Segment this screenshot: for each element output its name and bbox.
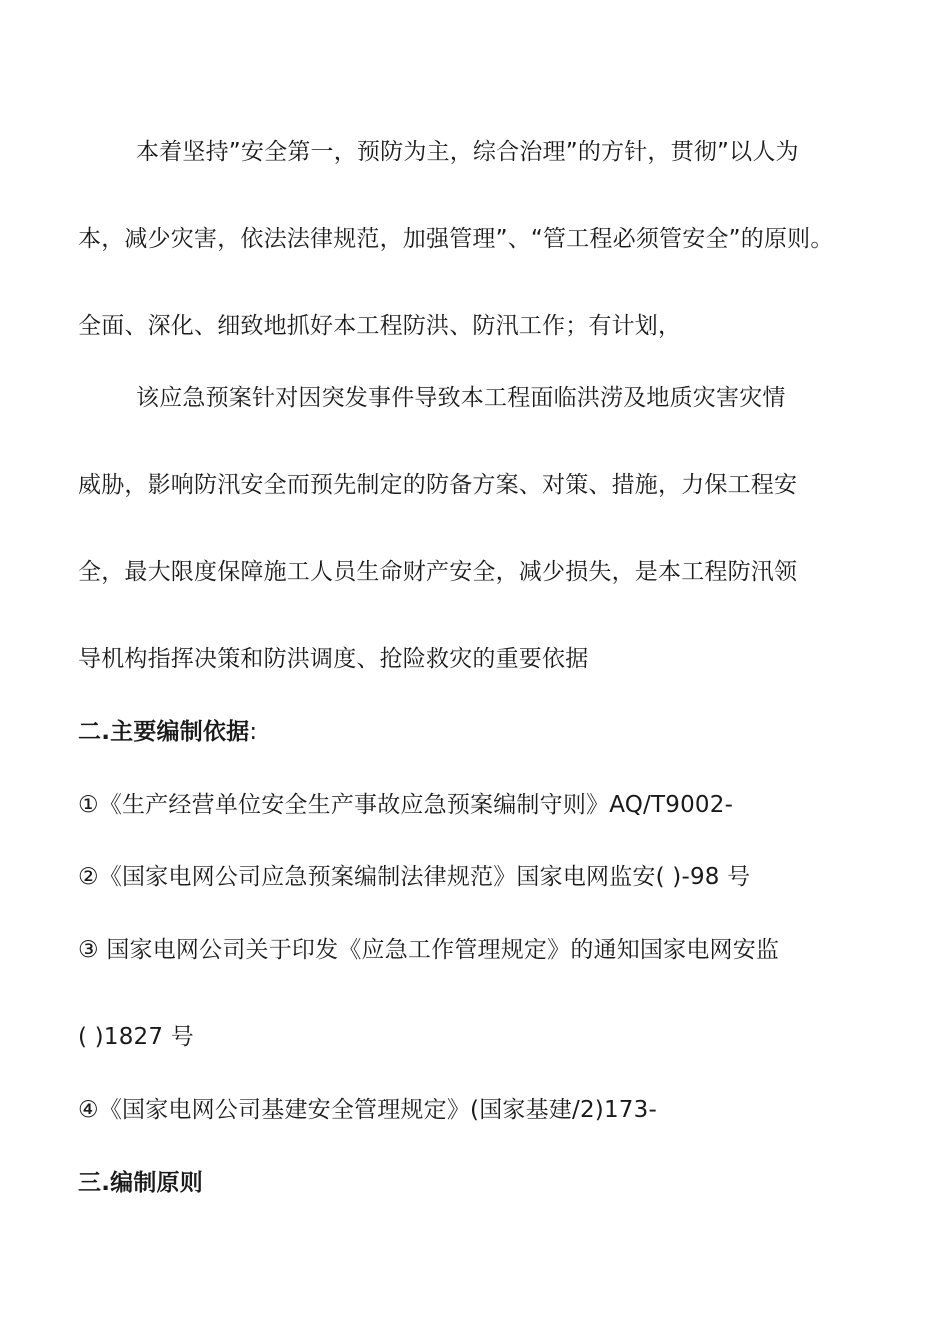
reference-item-2: ②《国家电网公司应急预案编制法律规范》国家电网监安( )-98 号 xyxy=(78,864,751,890)
section2-heading-colon: : xyxy=(249,719,258,745)
paragraph1-line-3: 全面、深化、细致地抓好本工程防洪、防汛工作；有计划， xyxy=(78,313,682,339)
reference-item-3: ③ 国家电网公司关于印发《应急工作管理规定》的通知国家电网安监 xyxy=(78,937,780,963)
reference-item-4: ④《国家电网公司基建安全管理规定》(国家基建/2)173- xyxy=(78,1097,657,1123)
paragraph2-line-1: 该应急预案针对因突发事件导致本工程面临洪涝及地质灾害灾情 xyxy=(136,385,786,411)
paragraph2-line-4: 导机构指挥决策和防洪调度、抢险救灾的重要依据 xyxy=(78,646,589,672)
section2-heading xyxy=(78,717,257,747)
paragraph1-line-1: 本着坚持”安全第一，预防为主，综合治理”的方针，贯彻”以人为 xyxy=(136,139,799,165)
reference-item-3-continued: ( )1827 号 xyxy=(78,1024,194,1050)
section3-heading: 三.编制原则 xyxy=(78,1170,203,1196)
paragraph1-line-2: 本，减少灾害，依法法律规范，加强管理”、“管工程必须管安全”的原则。 xyxy=(78,226,834,252)
section2-heading-text: 二.主要编制依据 xyxy=(78,719,250,745)
paragraph2-line-3: 全，最大限度保障施工人员生命财产安全，减少损失，是本工程防汛领 xyxy=(78,559,798,585)
paragraph2-line-2: 威胁，影响防汛安全而预先制定的防备方案、对策、措施，力保工程安 xyxy=(78,472,798,498)
reference-item-1: ①《生产经营单位安全生产事故应急预案编制守则》AQ/T9002- xyxy=(78,792,734,818)
